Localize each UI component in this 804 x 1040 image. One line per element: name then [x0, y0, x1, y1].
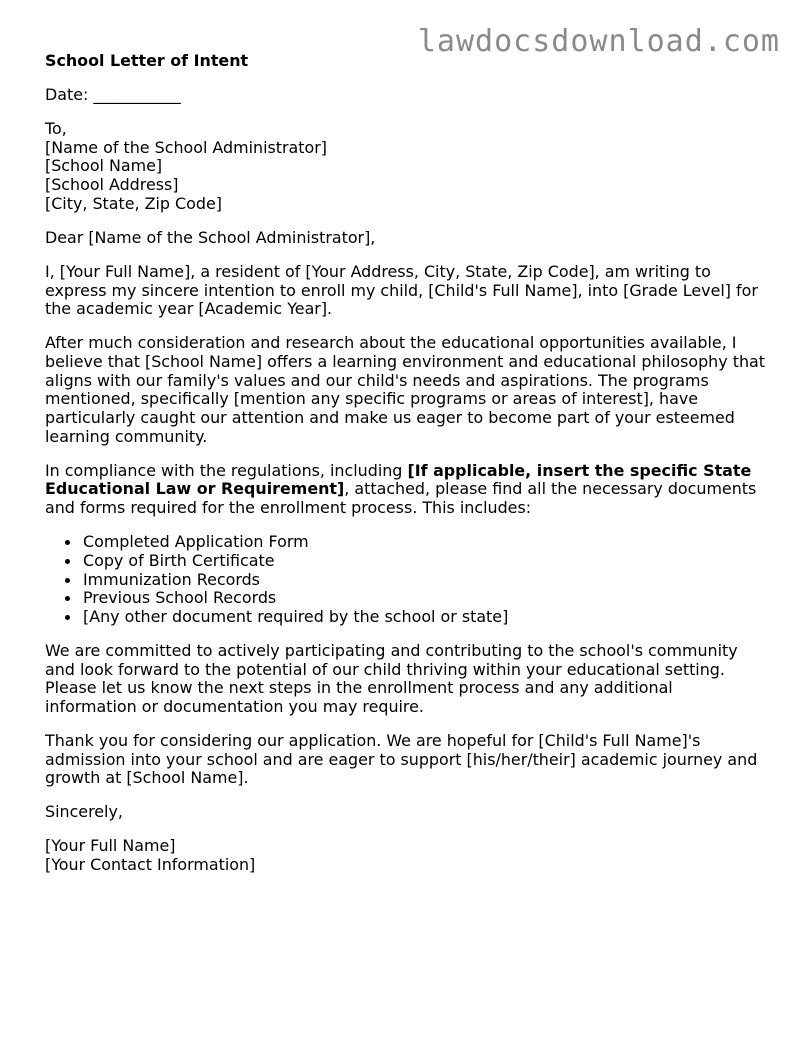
signature-contact: [Your Contact Information]: [45, 855, 256, 875]
list-item: Copy of Birth Certificate: [83, 552, 765, 571]
compliance-text-before: In compliance with the regulations, including: [45, 460, 408, 480]
paragraph-commitment: We are committed to actively participating and contributing to the school's community and look forward to the potential of our child thriving within your educational setting. Please let us know the next steps in the enrollment process and any additional information or documentation you may require.: [45, 640, 738, 717]
list-item: [Any other document required by the school or state]: [83, 608, 765, 627]
paragraph-reasons: After much consideration and research about the educational opportunities available, I believe that [School Name] offers a learning environment and educational philosophy that aligns with our family's values and our child's needs and aspirations. The programs mentioned, specifically [mention any specific programs or areas of interest], have particularly caught our attention and make us eager to become part of your esteemed learning community.: [45, 333, 765, 446]
compliance-text-after: , attached, please find all the necessary documents and forms required for the enrollment process. This includes:: [45, 479, 757, 518]
list-item: Immunization Records: [83, 571, 765, 590]
date-line: Date: ___________: [45, 85, 181, 104]
salutation: Dear [Name of the School Administrator],: [45, 227, 376, 247]
recipient-to: To,: [45, 119, 67, 138]
paragraph-compliance: [45, 462, 765, 518]
letter-body: [45, 52, 765, 890]
list-item: Previous School Records: [83, 589, 765, 608]
recipient-school-name: [School Name]: [45, 156, 163, 176]
list-item: Completed Application Form: [83, 533, 765, 552]
documents-list: [45, 533, 765, 627]
recipient-school-address: [School Address]: [45, 175, 179, 195]
recipient-administrator: [Name of the School Administrator]: [45, 137, 327, 157]
watermark-text: lawdocsdownload.com: [417, 24, 780, 59]
signature-block: [45, 837, 765, 874]
signature-name: [Your Full Name]: [45, 836, 176, 856]
compliance-law-placeholder: [If applicable, insert the specific State Educational Law or Requirement]: [45, 460, 752, 499]
closing: Sincerely,: [45, 802, 123, 822]
recipient-block: [45, 120, 765, 214]
recipient-city-state-zip: [City, State, Zip Code]: [45, 193, 222, 213]
paragraph-intro: I, [Your Full Name], a resident of [Your Address, City, State, Zip Code], am writing to express my sincere intention to enroll my child, [Child's Full Name], into [Grade Level] for the academic year [Academic Year].: [45, 261, 758, 319]
document-title: School Letter of Intent: [45, 51, 249, 70]
paragraph-thanks: Thank you for considering our application. We are hopeful for [Child's Full Name]'s admission into your school and are eager to support [his/her/their] academic journey and growth at [School Name].: [45, 731, 758, 788]
